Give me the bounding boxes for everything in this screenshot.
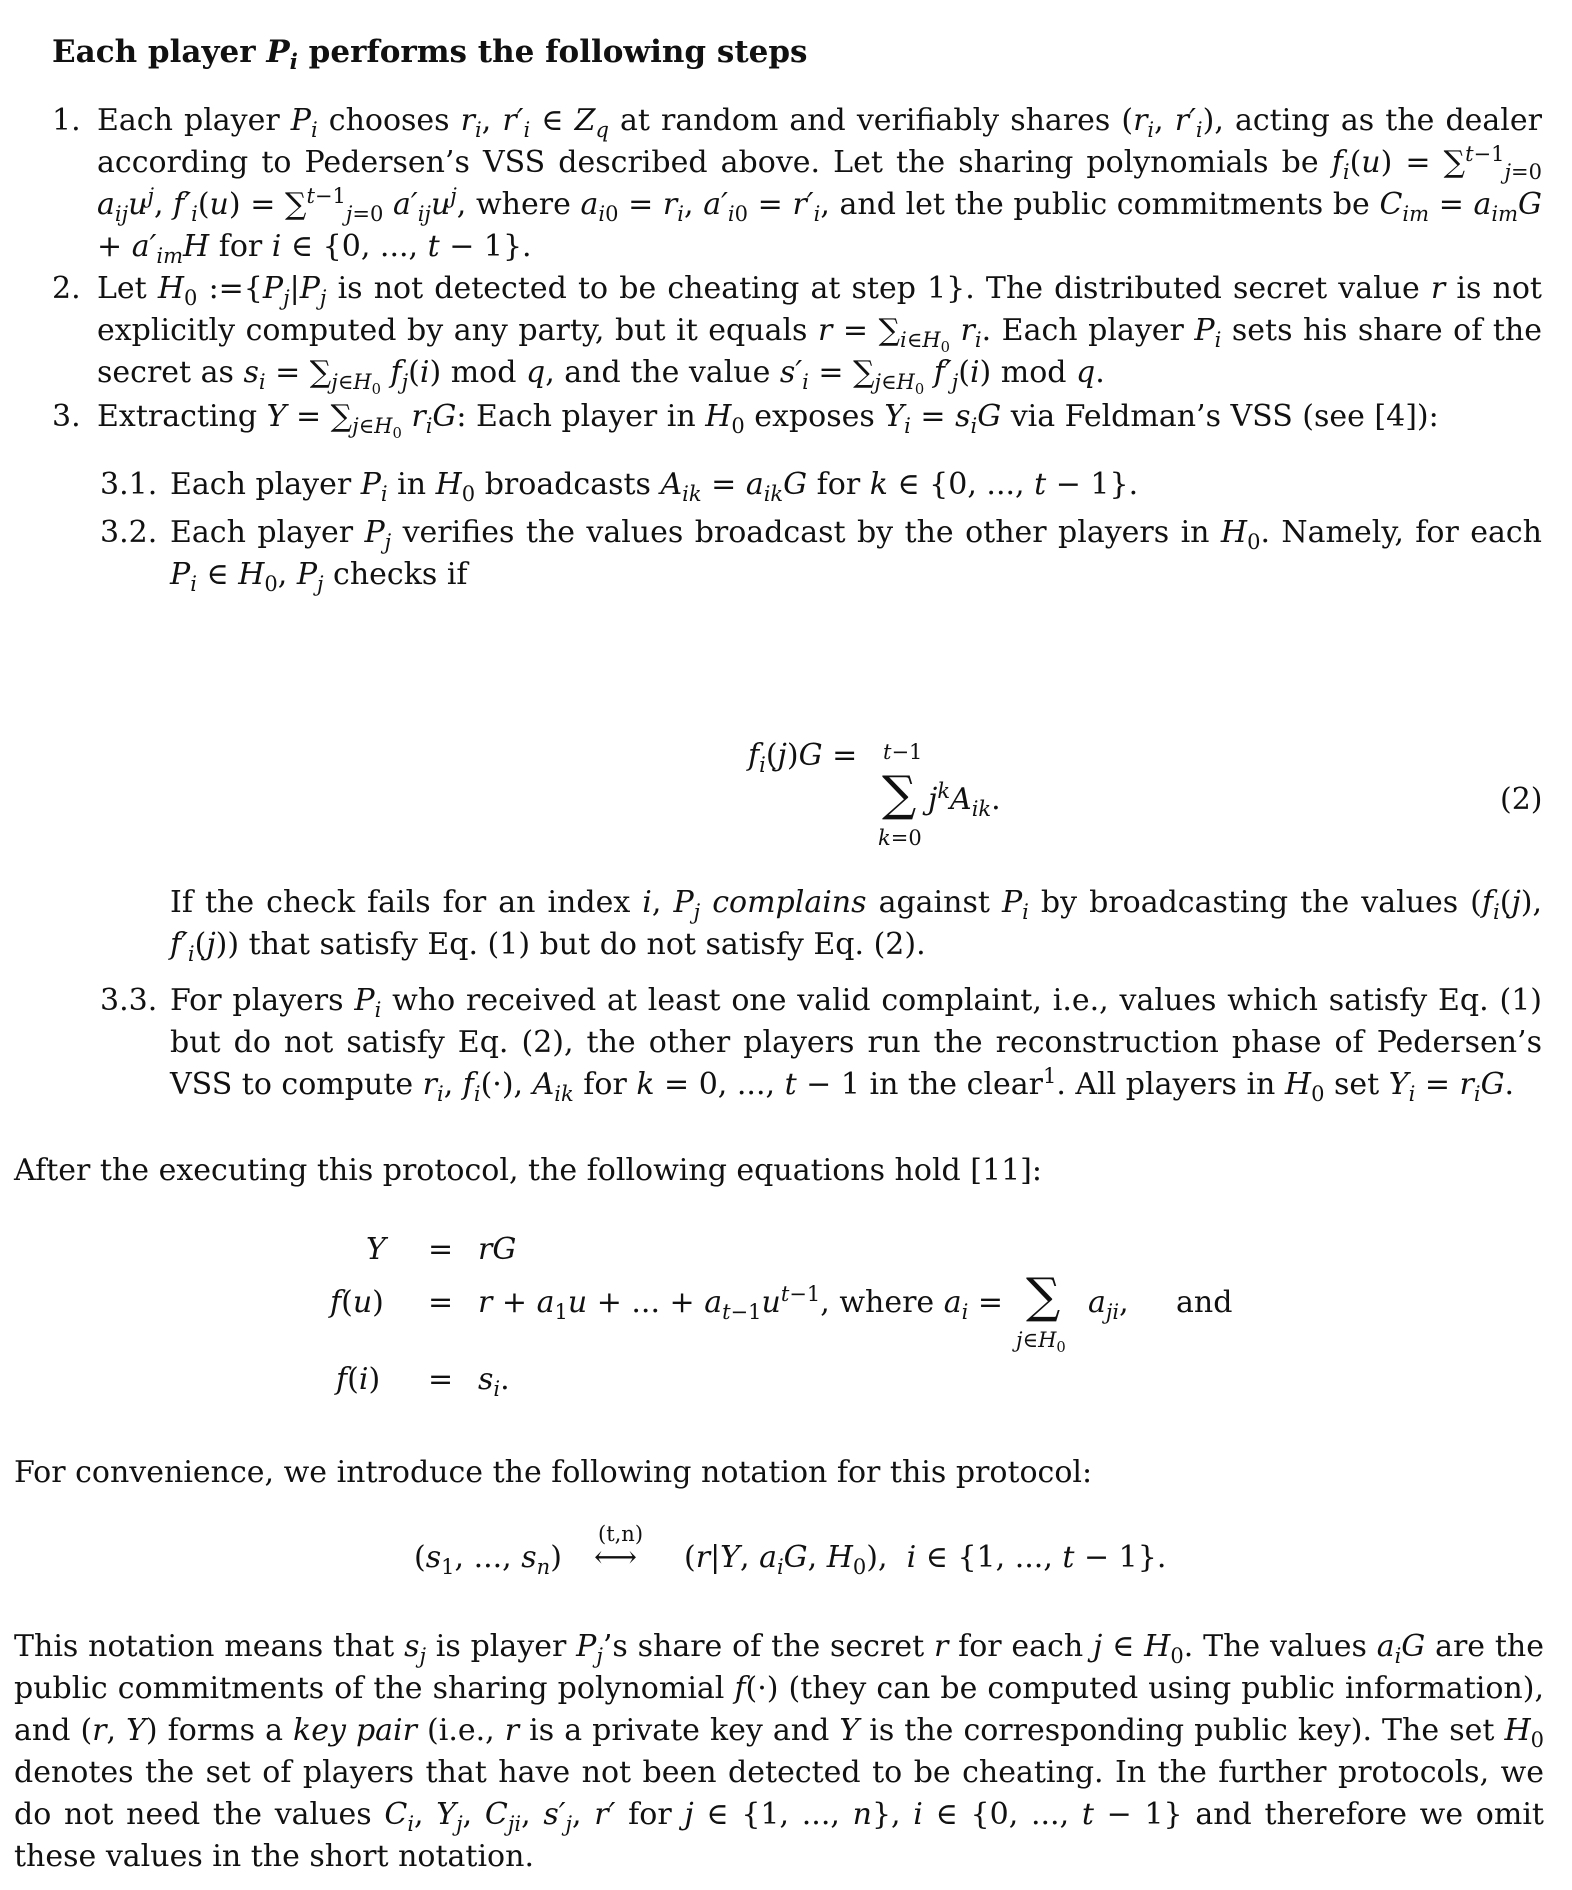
eq-y-lhs: Y: [366, 1232, 386, 1267]
emphasis-text: key pair: [293, 1713, 417, 1748]
notation-shares: ($s_1$, ..., $s_n$): [414, 1540, 562, 1579]
step-3-text: Extracting $Y = \sum_{j\in H_0}$ $r_iG$: Each player in $H_0$ exposes $Y_i = s_iG$ via Feldman’s VSS (see [4]):: [97, 399, 1439, 443]
eq-fi-rhs: $s_i$.: [478, 1362, 510, 1401]
eq-f-rhs: $r + a_1u$ + ... + $a_{t-1}u^{t-1}$, where $a_i$ =: [478, 1282, 1004, 1324]
step-3-2: [100, 512, 1542, 596]
convenience-paragraph: For convenience, we introduce the following notation for this protocol:: [14, 1455, 1093, 1490]
step-1: [52, 100, 1542, 268]
eq-f-and: and: [1176, 1285, 1233, 1320]
equation-2-rhs: $j^kA_{ik}$.: [928, 779, 1001, 821]
step-3-1: [100, 464, 1542, 506]
equation-number: (2): [1500, 782, 1543, 817]
step-number: 3.: [52, 399, 81, 434]
complaint-paragraph: If the check fails for an index i, $P_j$ complains against $P_i$ by broadcasting the values ($f_i(j)$, $f'_i(j)$) that satisfy Eq. (1) but do not satisfy Eq. (2).: [170, 885, 1542, 966]
step-number: 3.1.: [100, 467, 158, 502]
eq-f-lhs: f(u): [330, 1285, 384, 1320]
eq-f-equals: =: [428, 1285, 454, 1320]
equation-2-lhs: $f_i(j)G$ =: [748, 738, 858, 777]
step-3-2-text: Each player $P_j$ verifies the values broadcast by the other players in $H_0$. Namely, for each $P_i$ ∈ $H_0$, $P_j$ checks if: [170, 515, 1542, 596]
notation-arrow: ⟷: [594, 1540, 638, 1575]
eq-f-sum-lower: $j\in H_0$: [1016, 1328, 1066, 1357]
step-number: 3.2.: [100, 515, 158, 550]
step-3-3-text: For players $P_i$ who received at least one valid complaint, i.e., values which satisfy Eq. (1) but do not satisfy Eq. (2), the other players run the reconstruction phase of Pedersen’s VSS to compute $r_i$, $f_i(\cdot)$, $A_{ik}$ for k = 0, ..., t − 1 in the clear$^1$. All players in $H_0$ set $Y_i = r_iG$.: [170, 983, 1543, 1106]
equation-2-sum-lower: k=0: [878, 826, 922, 850]
emphasis-text: complains: [712, 885, 867, 920]
section-heading: Each player $P_i$ performs the following steps: [52, 34, 808, 76]
step-3-1-text: Each player $P_i$ in $H_0$ broadcasts $A_{ik} = a_{ik}G$ for k ∈ {0, ..., t − 1}.: [170, 467, 1139, 506]
after-paragraph: After the executing this protocol, the following equations hold [11]:: [14, 1153, 1042, 1188]
step-3: [52, 396, 1542, 443]
notation-rhs: (r|Y, $a_iG$, $H_0$), i ∈ {1, ..., t − 1}.: [684, 1540, 1167, 1579]
step-number: 1.: [52, 103, 81, 138]
step-number: 2.: [52, 271, 81, 306]
eq-y-rhs: rG: [478, 1232, 517, 1267]
eq-fi-lhs: f(i): [336, 1362, 381, 1397]
step-2-text: Let $H_0$ $:=\{P_j|P_j$ is not detected to be cheating at step 1}. The distributed secret value r is not explicitly computed by any party, but it equals $r = \sum_{i\in H_0}$ $r_i$. Each player $P_i$ sets his share of the secret as $s_i = \sum_{j\in H_0}$ $f_j(i)$ mod q, and the value $s'_i = \sum_{j\in H_0}$ $f'_j(i)$ mod q.: [97, 271, 1542, 399]
step-1-text: Each player $P_i$ chooses $r_i$, $r'_i$ ∈ $Z_q$ at random and verifiably shares ($r_i$, $r'_i$), acting as the dealer according to Pedersen’s VSS described above. Let the sharing polynomials be $f_i(u) = \sum^{t-1}_{j=0}$ $a_{ij}u^j$, $f'_i(u) = \sum^{t-1}_{j=0}$ $a'_{ij}u^j$, where $a_{i0} = r_i$, $a'_{i0} = r'_i$, and let the public commitments be $C_{im} = a_{im}G + a'_{im}H$ for i ∈ {0, ..., t − 1}.: [97, 103, 1543, 268]
eq-fi-equals: =: [428, 1362, 454, 1397]
eq-y-equals: =: [428, 1232, 454, 1267]
equation-2-sum-upper: t−1: [883, 740, 923, 764]
eq-f-aji: $a_{ji}$,: [1088, 1285, 1129, 1324]
notation-explanation: This notation means that $s_j$ is player $P_j’s$ share of the secret r for each j ∈ $H_0$. The values $a_iG$ are the public commitments of the sharing polynomial f(·) (they can be computed using public information), and (r, Y) forms a key pair (i.e., r is a private key and Y is the corresponding public key). The set $H_0$ denotes the set of players that have not been detected to be cheating. In the further protocols, we do not need the values $C_i$, $Y_j$, $C_{ji}$, $s'_j$, r′ for j ∈ {1, ..., n}, i ∈ {0, ..., t − 1} and therefore we omit these values in the short notation.: [14, 1629, 1545, 1874]
eq-f-sigma: ∑: [1026, 1268, 1061, 1324]
equation-2-sigma: ∑: [882, 766, 917, 822]
step-3-3: [100, 980, 1542, 1106]
notation-tn-label: (t,n): [598, 1522, 644, 1546]
step-number: 3.3.: [100, 983, 158, 1018]
step-2: [52, 268, 1542, 399]
